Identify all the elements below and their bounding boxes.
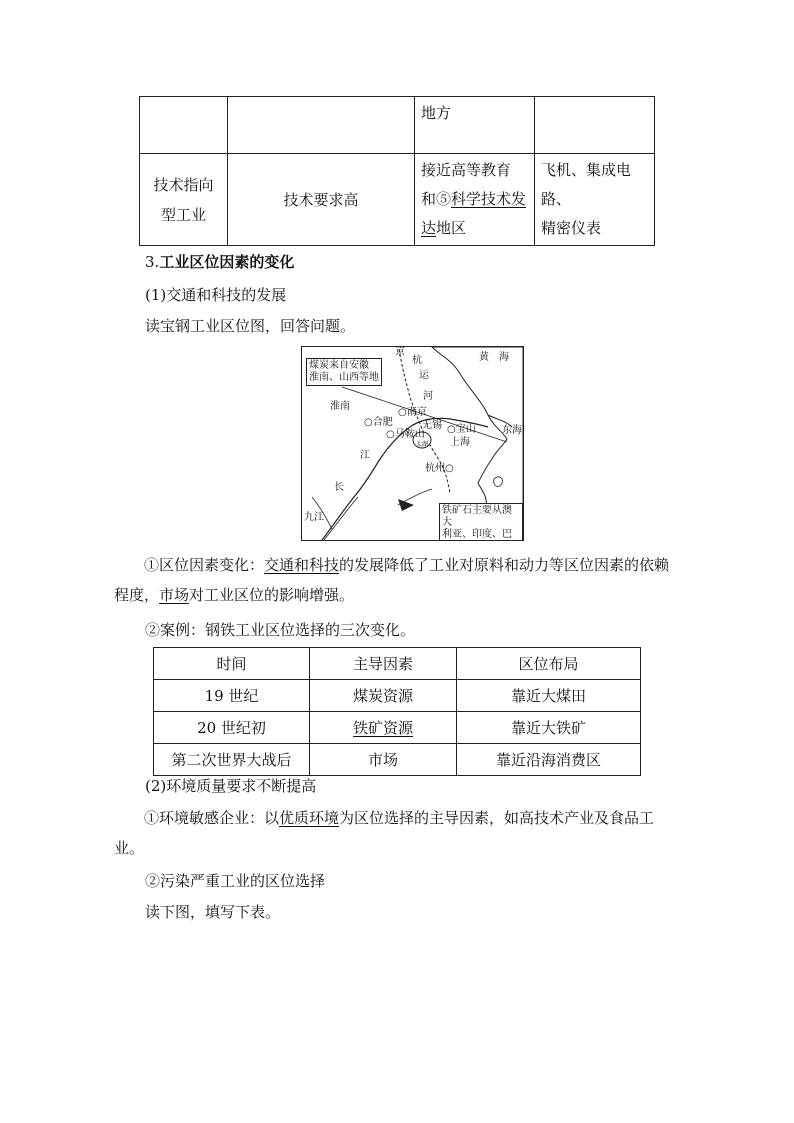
case-intro: ②案例：钢铁工业区位选择的三次变化。 [145,621,416,639]
table-cell: 20 世纪初 [154,712,310,744]
steel-location-table [153,647,641,776]
table-cell: 铁矿资源 [310,712,457,744]
city-baoshan: ○宝山 [447,424,476,435]
table-header: 主导因素 [310,648,457,680]
city-maanshan: ○马鞍山 [386,429,425,440]
factor-cell: 技术要求高 [228,154,415,246]
map-intro: 读宝钢工业区位图，回答问题。 [145,317,356,335]
coal-source-note: 煤炭来自安徽 淮南、山西等地 [306,358,382,386]
city-hefei: ○合肥 [364,417,393,428]
baosteel-location-map [301,346,524,541]
table-header: 时间 [154,648,310,680]
instruction: 读下图，填写下表。 [145,903,281,921]
table-cell [228,97,415,154]
subsection-title: (2)环境质量要求不断提高 [145,777,317,795]
subsection-title: (1)交通和科技的发展 [145,286,287,304]
pollution-heading: ②污染严重工业的区位选择 [145,872,326,890]
label-river: 江 [360,450,370,461]
table-cell: 靠近大铁矿 [457,712,641,744]
paragraph-environment: ①环境敏感企业：以优质环境为区位选择的主导因素，如高技术产业及食品工业。 [114,809,655,857]
table-cell: 第二次世界大战后 [154,744,310,776]
industry-location-table [139,96,655,246]
city-huainan: 淮南 [330,401,350,412]
section-title: 3.工业区位因素的变化 [145,253,295,271]
table-cell: 19 世纪 [154,680,310,712]
table-cell [140,97,228,154]
table-cell: 地方 [415,97,535,154]
label-river: 长 [334,482,344,493]
table-row [154,744,641,776]
table-row [154,712,641,744]
lake-tai: 太湖 [416,441,429,448]
label-canal: 杭 [412,355,422,366]
label-canal: 运 [419,370,429,381]
iron-ore-source-note: 铁矿石主要从澳大 利亚、印度、巴 [439,503,523,541]
table-cell: 靠近大煤田 [457,680,641,712]
label-yellow-sea: 黄 海 [479,352,509,363]
examples-cell: 飞机、集成电路、 精密仪表 [535,154,655,246]
table-cell: 靠近沿海消费区 [457,744,641,776]
city-wuxi: 无锡 [422,420,442,431]
table-cell [535,97,655,154]
city-nanjing: ○南京 [398,407,427,418]
label-canal: 京 [395,347,405,358]
label-east-sea: 东海 [502,425,522,436]
table-header-row [154,648,641,680]
paragraph-factor-change: ①区位因素变化：交通和科技的发展降低了工业对原料和动力等区位因素的依赖程度，市场对工业区位的影响增强。 [114,556,670,604]
city-shanghai: 上海 [450,437,470,448]
table-header: 区位布局 [457,648,641,680]
table-cell: 市场 [310,744,457,776]
location-cell: 接近高等教育 和⑤科学技术发 达地区 [415,154,535,246]
label-canal: 河 [423,391,433,402]
table-row [154,680,641,712]
city-hangzhou: 杭州○ [425,463,454,474]
city-jiujiang: 九江 [304,512,324,523]
industry-type-cell: 技术指向 型工业 [140,154,228,246]
table-cell: 煤炭资源 [310,680,457,712]
